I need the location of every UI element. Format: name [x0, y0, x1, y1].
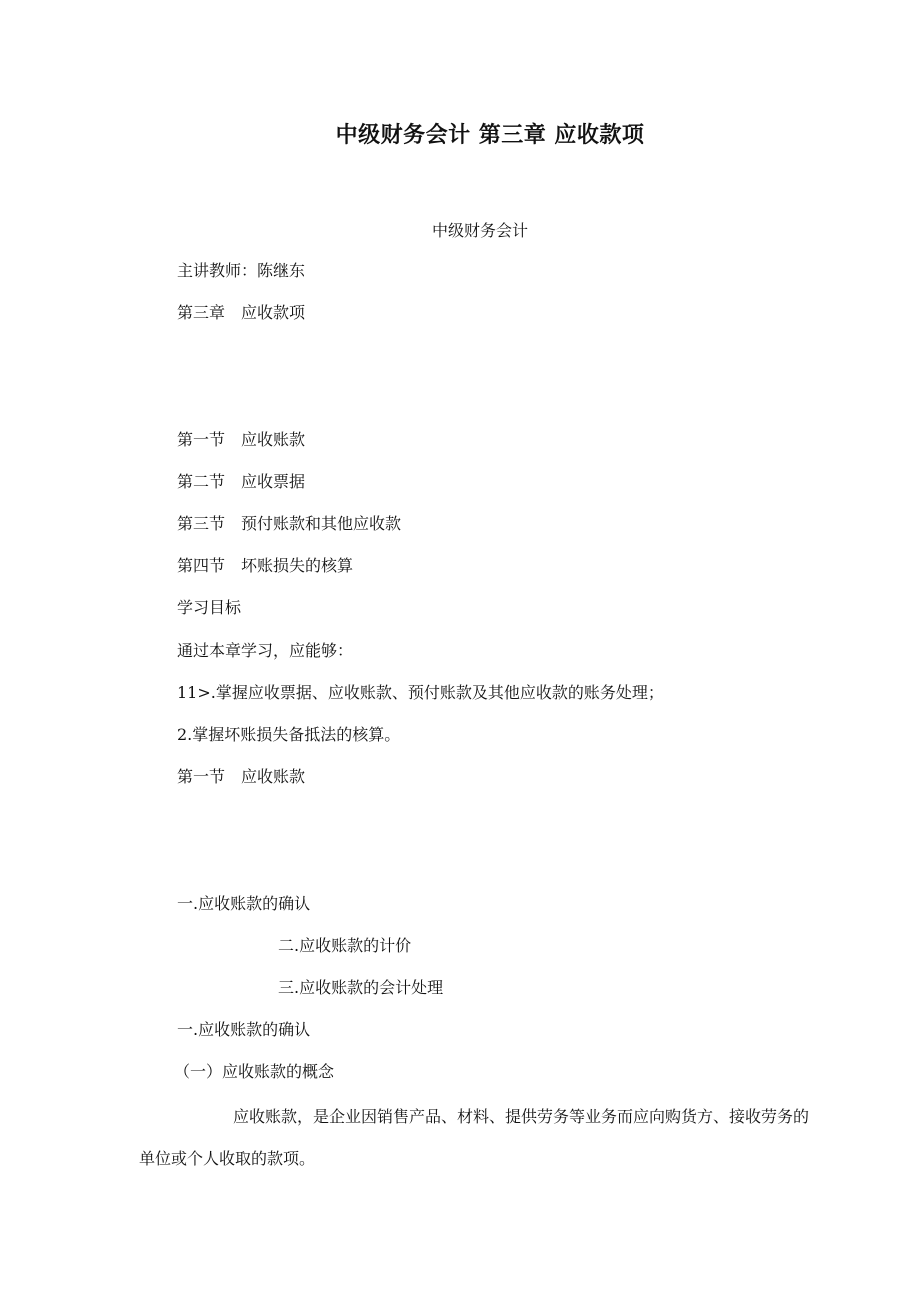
section-4-line: 第四节 坏账损失的核算: [177, 556, 354, 575]
objectives-intro: 通过本章学习，应能够：: [177, 641, 354, 660]
concept-heading: （一）应收账款的概念: [174, 1062, 335, 1081]
subsection-heading: 一.应收账款的确认: [177, 1020, 311, 1039]
objective-1: 11>.掌握应收票据、应收账款、预付账款及其他应收款的账务处理；: [177, 683, 664, 702]
objectives-heading: 学习目标: [177, 598, 242, 617]
outline-item-1: 一.应收账款的确认: [177, 894, 311, 913]
document-subtitle: 中级财务会计: [431, 221, 528, 240]
section-2-line: 第二节 应收票据: [177, 472, 306, 491]
document-title: 中级财务会计 第三章 应收款项: [335, 123, 645, 148]
section-1-heading: 第一节 应收账款: [177, 767, 306, 786]
outline-item-3: 三.应收账款的会计处理: [278, 978, 444, 997]
section-3-line: 第三节 预付账款和其他应收款: [177, 514, 402, 533]
lecturer-line: 主讲教师：陈继东: [177, 261, 306, 280]
section-1-line: 第一节 应收账款: [177, 430, 306, 449]
outline-item-2: 二.应收账款的计价: [278, 936, 412, 955]
concept-paragraph: 应收账款，是企业因销售产品、材料、提供劳务等业务而应向购货方、接收劳务的单位或个人收取的款项。: [139, 1107, 810, 1168]
objective-2: 2.掌握坏账损失备抵法的核算。: [177, 725, 401, 744]
chapter-line: 第三章 应收款项: [177, 303, 306, 322]
